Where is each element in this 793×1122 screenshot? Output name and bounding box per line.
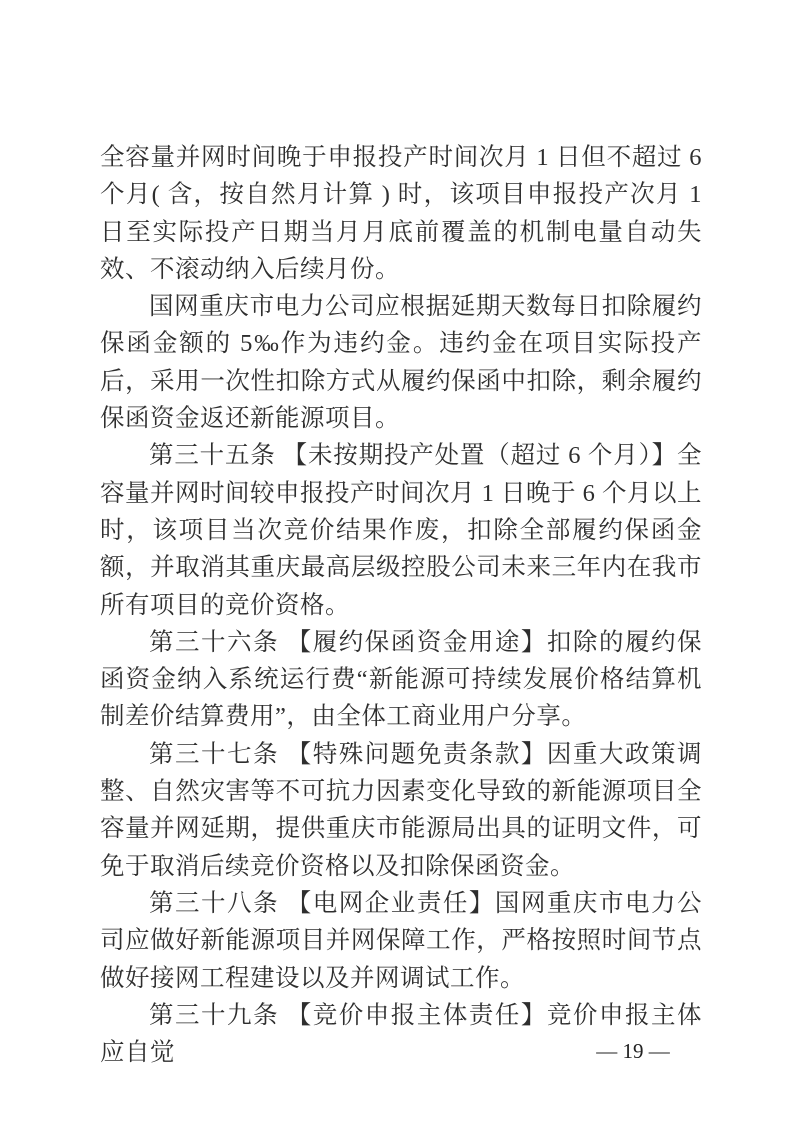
document-paragraph: 国网重庆市电力公司应根据延期天数每日扣除履约保函金额的 5‰作为违约金。违约金在项目实际投产后，采用一次性扣除方式从履约保函中扣除，剩余履约保函资金返还新能源项目。: [100, 293, 702, 433]
document-paragraph: 第三十八条 【电网企业责任】国网重庆市电力公司应做好新能源项目并网保障工作，严格按照时间节点做好接网工程建设以及并网调试工作。: [100, 889, 702, 992]
document-paragraph: 第三十七条 【特殊问题免责条款】因重大政策调整、自然灾害等不可抗力因素变化导致的新能源项目全容量并网延期，提供重庆市能源局出具的证明文件，可免于取消后续竞价资格以及扣除保函资金。: [100, 740, 702, 880]
document-paragraph: 第三十九条 【竞价申报主体责任】竞价申报主体应自觉: [100, 1001, 702, 1067]
document-paragraph: 第三十五条 【未按期投产处置（超过 6 个月）】全容量并网时间较申报投产时间次月 1 日晚于 6 个月以上时，该项目当次竞价结果作废，扣除全部履约保函金额，并取消其重庆最高层级控股公司未来三年内在我市所有项目的竞价资格。: [100, 442, 702, 619]
document-paragraph: 第三十六条 【履约保函资金用途】扣除的履约保函资金纳入系统运行费“新能源可持续发展价格结算机制差价结算费用”，由全体工商业用户分享。: [100, 628, 702, 731]
document-paragraph: 全容量并网时间晚于申报投产时间次月 1 日但不超过 6 个月( 含，按自然月计算 ) 时，该项目申报投产次月 1 日至实际投产日期当月月底前覆盖的机制电量自动失效、不滚动纳入后续月份。: [100, 144, 702, 283]
page-number: — 19 —: [596, 1039, 670, 1063]
document-body: [100, 139, 702, 1071]
